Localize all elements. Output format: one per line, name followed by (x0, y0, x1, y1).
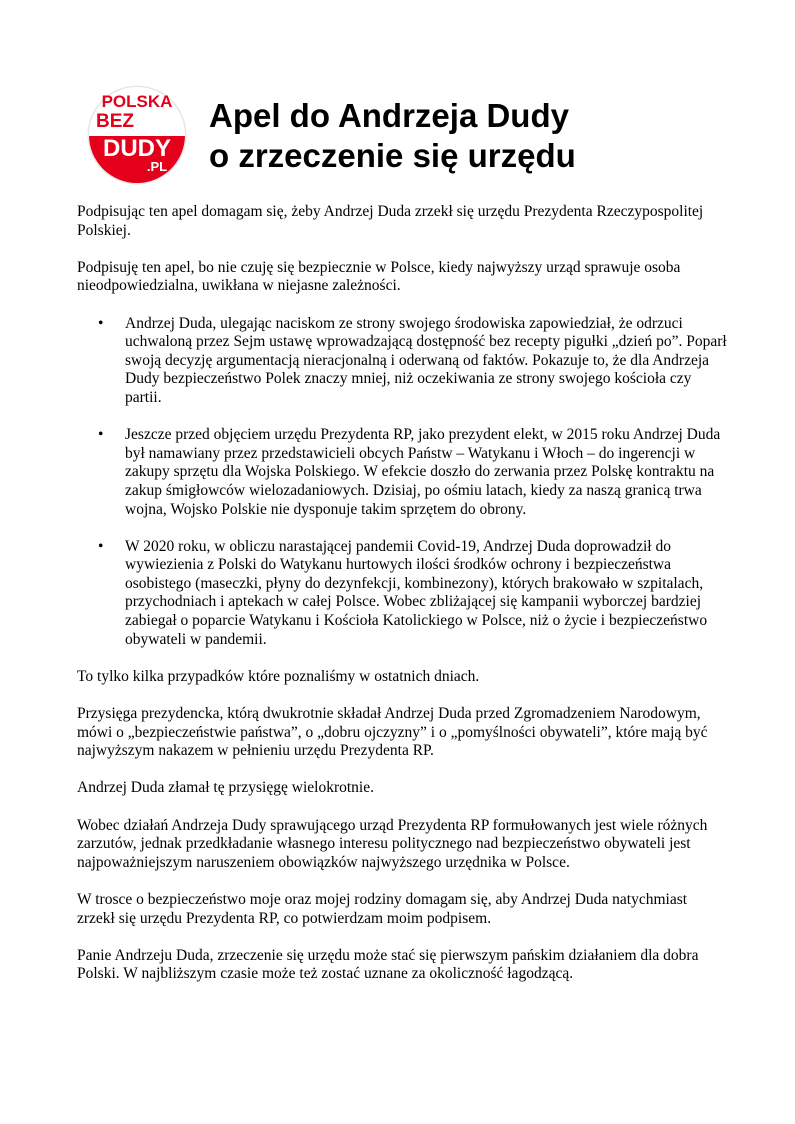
bullet-marker: • (98, 537, 104, 555)
page-title-line-2: o zrzeczenie się urzędu (209, 137, 576, 174)
allegations-list (77, 315, 727, 650)
logo-text-bez: BEZ (96, 111, 134, 132)
list-item-text: Andrzej Duda, ulegając naciskom ze strony swojego środowiska zapowiedział, że odrzuci uchwaloną przez Sejm ustawę wprowadzającą dostępność bez recepty pigułki „dzień po”. Poparł swoją decyzję argumentacją nieracjonalną i oderwaną od faktów. Pokazuje to, że dla Andrzeja Dudy bezpieczeństwo Polek znaczy mniej, niż oczekiwania ze strony swojego kościoła czy partii. (125, 314, 727, 406)
closing-paragraph: Panie Andrzeju Duda, zrzeczenie się urzędu może stać się pierwszym pańskim działaniem dla dobra Polski. W najbliższym czasie może też zostać uznane za okoliczność łagodzącą. (77, 946, 699, 983)
list-item-text: Jeszcze przed objęciem urzędu Prezydenta RP, jako prezydent elekt, w 2015 roku Andrzej Duda był namawiany przez przedstawicieli obcych Państw – Watykanu i Włoch – do ingerencji w zakupy sprzętu dla Wojska Polskiego. W efekcie doszło do zerwania przez Polskę kontraktu na zakup śmigłowców wielozadaniowych. Dzisiaj, po ośmiu latach, kiedy za naszą granicą trwa wojna, Wojsko Polskie nie dysponuje takim sprzętem do obrony. (125, 426, 721, 518)
list-item-text: W 2020 roku, w obliczu narastającej pandemii Covid-19, Andrzej Duda doprowadził do wywiezienia z Polski do Watykanu hurtowych ilości środków ochrony i bezpieczeństwa osobistego (maseczki, płyny do dezynfekcji, kombinezony), których brakowało w szpitalach, przychodniach i aptekach w całej Polsce. Wobec zbliżającej się kampanii wyborczej bardziej zabiegał o poparcie Watykanu i Kościoła Katolickiego w Polsce, niż o życie i bezpieczeństwo obywateli w pandemii. (125, 537, 708, 648)
appeal-body (77, 203, 727, 1003)
oath-broken-paragraph: Andrzej Duda złamał tę przysięgę wielokrotnie. (77, 779, 374, 797)
polska-bez-dudy-logo (87, 85, 187, 185)
list-item (77, 538, 727, 650)
logo-text-pl: .PL (146, 159, 168, 174)
page-title-line-1: Apel do Andrzeja Dudy (209, 97, 569, 134)
accusations-paragraph: Wobec działań Andrzeja Dudy sprawującego urząd Prezydenta RP formułowanych jest wiele różnych zarzutów, jednak przedkładanie własnego interesu politycznego nad bezpieczeństwo obywateli jest najpoważniejszym naruszeniem obowiązków najwyższego urzędnika w Polsce. (77, 816, 708, 871)
logo-text-polska: POLSKA (101, 92, 173, 111)
reason-paragraph: Podpisuję ten apel, bo nie czuję się bezpiecznie w Polsce, kiedy najwyższy urząd sprawuje osoba nieodpowiedzialna, uwikłana w niejasne zależności. (77, 258, 681, 295)
bullet-marker: • (98, 314, 104, 332)
demand-paragraph: W trosce o bezpieczeństwo moje oraz mojej rodziny domagam się, aby Andrzej Duda natychmiast zrzekł się urzędu Prezydenta RP, co potwierdzam moim podpisem. (77, 890, 688, 927)
list-item (77, 426, 727, 519)
page-title (209, 96, 576, 176)
logo-text-dudy: DUDY (102, 135, 172, 162)
intro-paragraph: Podpisując ten apel domagam się, żeby Andrzej Duda zrzekł się urzędu Prezydenta Rzeczypospolitej Polskiej. (77, 203, 704, 239)
list-item (77, 315, 727, 408)
bullet-marker: • (98, 426, 104, 444)
oath-paragraph: Przysięga prezydencka, którą dwukrotnie składał Andrzej Duda przed Zgromadzeniem Narodowym, mówi o „bezpieczeństwie państwa”, o „dobru ojczyzny” i o „pomyślności obywateli”, które mają być najwyższym nakazem w pełnieniu urzędu Prezydenta RP. (77, 705, 708, 760)
summary-paragraph: To tylko kilka przypadków które poznaliśmy w ostatnich dniach. (77, 667, 480, 685)
